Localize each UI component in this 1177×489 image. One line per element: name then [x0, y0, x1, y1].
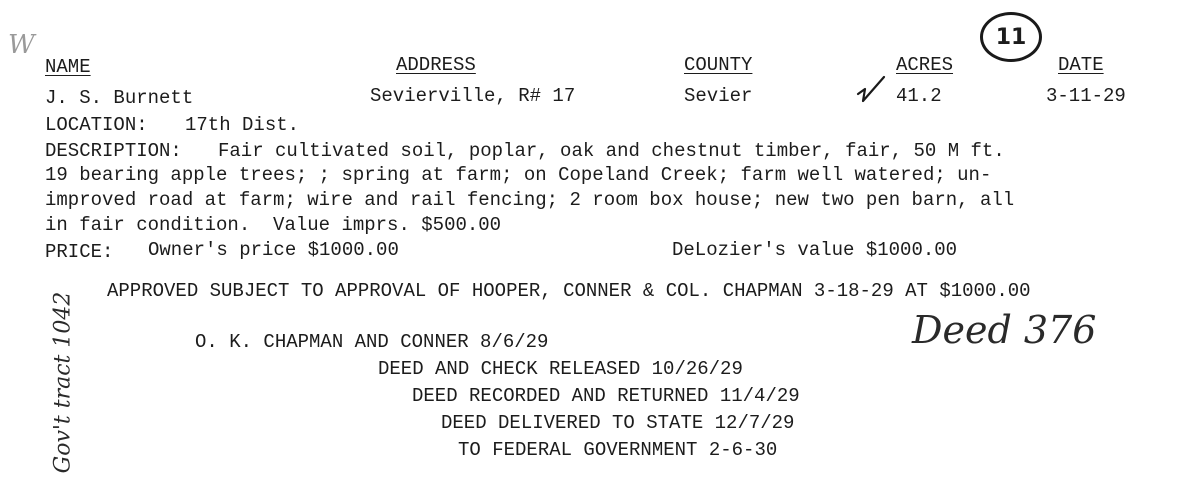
- description-line-4: in fair condition. Value imprs. $500.00: [45, 214, 502, 236]
- header-address: ADDRESS: [396, 54, 476, 76]
- header-name: NAME: [45, 56, 91, 78]
- event-deed-delivered: DEED DELIVERED TO STATE 12/7/29: [441, 412, 795, 434]
- description-line-2: 19 bearing apple trees; ; spring at farm; on Copeland Creek; farm well watered; un-: [45, 164, 992, 186]
- location-label: LOCATION:: [45, 114, 148, 136]
- check-mark-icon: [855, 74, 887, 104]
- price-label: PRICE:: [45, 241, 114, 263]
- header-acres: ACRES: [896, 54, 954, 76]
- description-label: DESCRIPTION:: [45, 140, 182, 162]
- event-deed-recorded: DEED RECORDED AND RETURNED 11/4/29: [412, 385, 800, 407]
- description-line-1: Fair cultivated soil, poplar, oak and chestnut timber, fair, 50 M ft.: [218, 140, 1005, 162]
- circled-record-number: 11: [980, 12, 1042, 62]
- deed-number-note: Deed 376: [912, 308, 1097, 352]
- margin-tract-note: Gov't tract 1042: [50, 291, 76, 474]
- event-federal-government: TO FEDERAL GOVERNMENT 2-6-30: [458, 439, 778, 461]
- margin-mark: W: [8, 30, 35, 60]
- record-address: Sevierville, R# 17: [370, 85, 576, 107]
- record-county: Sevier: [684, 85, 753, 107]
- event-ok: O. K. CHAPMAN AND CONNER 8/6/29: [195, 331, 549, 353]
- header-date: DATE: [1058, 54, 1104, 76]
- description-line-3: improved road at farm; wire and rail fencing; 2 room box house; new two pen barn, all: [45, 189, 1015, 211]
- record-acres: 41.2: [896, 85, 942, 107]
- approval-statement: APPROVED SUBJECT TO APPROVAL OF HOOPER, CONNER & COL. CHAPMAN 3-18-29 AT $1000.00: [107, 280, 1031, 302]
- price-delozier: DeLozier's value $1000.00: [672, 239, 958, 261]
- header-county: COUNTY: [684, 54, 753, 76]
- price-owner: Owner's price $1000.00: [148, 239, 399, 261]
- record-date: 3-11-29: [1046, 85, 1126, 107]
- location-value: 17th Dist.: [185, 114, 300, 136]
- event-deed-check-released: DEED AND CHECK RELEASED 10/26/29: [378, 358, 743, 380]
- record-name: J. S. Burnett: [45, 87, 194, 109]
